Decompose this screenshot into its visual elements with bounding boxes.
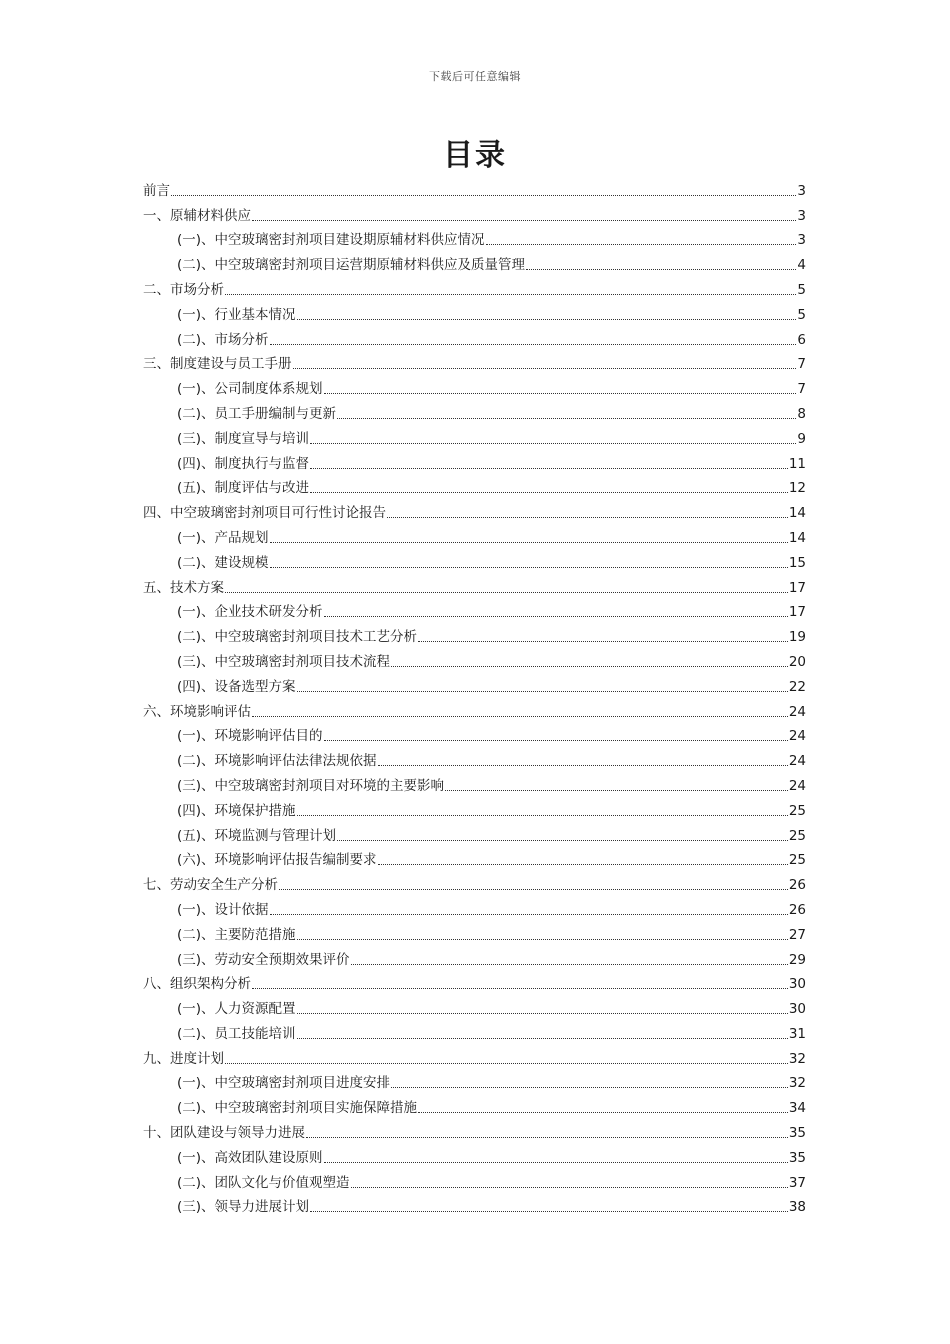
toc-entry[interactable] — [143, 795, 806, 820]
toc-leader-dots — [225, 294, 796, 295]
toc-entry[interactable] — [143, 522, 806, 547]
toc-leader-dots — [252, 988, 788, 989]
toc-entry-label: (二)、团队文化与价值观塑造 — [177, 1174, 350, 1191]
toc-leader-dots — [310, 443, 796, 444]
toc-leader-dots — [351, 1187, 788, 1188]
toc-entry-page-number: 24 — [788, 753, 806, 770]
toc-entry-page-number: 24 — [788, 728, 806, 745]
toc-leader-dots — [418, 1112, 788, 1113]
toc-entry-label: (三)、劳动安全预期效果评价 — [177, 951, 350, 968]
toc-entry-label: (二)、中空玻璃密封剂项目运营期原辅材料供应及质量管理 — [177, 257, 526, 274]
toc-leader-dots — [324, 740, 788, 741]
toc-entry-label: 四、中空玻璃密封剂项目可行性讨论报告 — [143, 505, 386, 522]
toc-entry-page-number: 7 — [797, 381, 806, 398]
toc-entry-label: (五)、制度评估与改进 — [177, 480, 310, 497]
toc-entry-page-number: 35 — [788, 1149, 806, 1166]
toc-entry-label: (三)、制度宣导与培训 — [177, 430, 310, 447]
toc-leader-dots — [270, 914, 788, 915]
toc-entry-page-number: 26 — [788, 901, 806, 918]
toc-entry-label: 八、组织架构分析 — [143, 976, 251, 993]
toc-entry-page-number: 14 — [788, 529, 806, 546]
toc-entry-label: (五)、环境监测与管理计划 — [177, 827, 337, 844]
toc-entry-label: 前言 — [143, 182, 170, 199]
toc-entry-page-number: 30 — [788, 976, 806, 993]
toc-leader-dots — [225, 592, 788, 593]
toc-entry[interactable] — [143, 1192, 806, 1217]
toc-entry-page-number: 3 — [797, 207, 806, 224]
toc-entry[interactable] — [143, 324, 806, 349]
toc-entry-label: (一)、企业技术研发分析 — [177, 604, 323, 621]
toc-leader-dots — [310, 1211, 788, 1212]
toc-entry-label: 三、制度建设与员工手册 — [143, 356, 292, 373]
toc-entry-label: (一)、人力资源配置 — [177, 1001, 296, 1018]
toc-entry-label: (二)、中空玻璃密封剂项目技术工艺分析 — [177, 629, 418, 646]
toc-entry-page-number: 11 — [788, 455, 806, 472]
toc-entry-page-number: 29 — [788, 951, 806, 968]
toc-entry-page-number: 32 — [788, 1050, 806, 1067]
toc-leader-dots — [378, 765, 788, 766]
toc-entry[interactable] — [143, 1068, 806, 1093]
toc-entry-page-number: 6 — [797, 331, 806, 348]
toc-leader-dots — [351, 964, 788, 965]
toc-entry-page-number: 27 — [788, 926, 806, 943]
toc-entry[interactable] — [143, 448, 806, 473]
toc-entry[interactable] — [143, 1092, 806, 1117]
toc-entry-page-number: 22 — [788, 678, 806, 695]
toc-entry[interactable] — [143, 249, 806, 274]
toc-entry[interactable] — [143, 597, 806, 622]
toc-entry-page-number: 25 — [788, 802, 806, 819]
toc-leader-dots — [171, 195, 796, 196]
page-header-note: 下载后可任意编辑 — [429, 70, 521, 83]
toc-leader-dots — [297, 319, 797, 320]
toc-leader-dots — [324, 616, 788, 617]
toc-entry[interactable] — [143, 696, 806, 721]
toc-entry-page-number: 25 — [788, 852, 806, 869]
toc-entry-page-number: 5 — [797, 281, 806, 298]
toc-entry-label: (一)、产品规划 — [177, 529, 269, 546]
toc-entry-label: (四)、设备选型方案 — [177, 678, 296, 695]
toc-entry-page-number: 9 — [797, 430, 806, 447]
toc-leader-dots — [337, 840, 788, 841]
toc-entry[interactable] — [143, 993, 806, 1018]
toc-entry[interactable] — [143, 969, 806, 994]
toc-leader-dots — [378, 864, 788, 865]
toc-leader-dots — [324, 393, 797, 394]
toc-entry[interactable] — [143, 423, 806, 448]
toc-leader-dots — [391, 1087, 788, 1088]
toc-leader-dots — [252, 220, 796, 221]
toc-leader-dots — [310, 468, 788, 469]
toc-entry-label: (一)、公司制度体系规划 — [177, 381, 323, 398]
toc-leader-dots — [324, 1162, 788, 1163]
toc-entry-label: 一、原辅材料供应 — [143, 207, 251, 224]
toc-entry[interactable] — [143, 398, 806, 423]
toc-leader-dots — [279, 889, 788, 890]
toc-entry-label: (三)、领导力进展计划 — [177, 1199, 310, 1216]
toc-entry[interactable] — [143, 1117, 806, 1142]
toc-entry-page-number: 3 — [797, 232, 806, 249]
toc-entry[interactable] — [143, 349, 806, 374]
toc-entry-label: (二)、员工手册编制与更新 — [177, 405, 337, 422]
toc-entry-page-number: 32 — [788, 1075, 806, 1092]
toc-entry-page-number: 3 — [797, 182, 806, 199]
toc-leader-dots — [297, 1013, 788, 1014]
toc-entry-page-number: 24 — [788, 777, 806, 794]
toc-entry-page-number: 35 — [788, 1125, 806, 1142]
page-title: 目录 — [443, 138, 507, 173]
toc-entry[interactable] — [143, 497, 806, 522]
toc-entry-label: (一)、中空玻璃密封剂项目建设期原辅材料供应情况 — [177, 232, 485, 249]
toc-entry[interactable] — [143, 1043, 806, 1068]
toc-entry-label: (一)、设计依据 — [177, 901, 269, 918]
toc-entry-page-number: 26 — [788, 877, 806, 894]
toc-leader-dots — [270, 542, 788, 543]
toc-entry-page-number: 20 — [788, 653, 806, 670]
toc-entry-label: (一)、高效团队建设原则 — [177, 1149, 323, 1166]
toc-entry[interactable] — [143, 1142, 806, 1167]
toc-entry[interactable] — [143, 621, 806, 646]
toc-leader-dots — [526, 269, 796, 270]
toc-entry-label: (二)、建设规模 — [177, 554, 269, 571]
toc-entry-page-number: 5 — [797, 306, 806, 323]
toc-leader-dots — [486, 244, 797, 245]
toc-leader-dots — [270, 567, 788, 568]
toc-entry[interactable] — [143, 894, 806, 919]
toc-entry-label: (二)、员工技能培训 — [177, 1025, 296, 1042]
toc-entry-page-number: 17 — [788, 604, 806, 621]
toc-entry-page-number: 19 — [788, 629, 806, 646]
toc-entry[interactable] — [143, 225, 806, 250]
toc-entry-page-number: 17 — [788, 579, 806, 596]
toc-leader-dots — [391, 666, 788, 667]
toc-entry[interactable] — [143, 646, 806, 671]
toc-entry-label: (二)、主要防范措施 — [177, 926, 296, 943]
toc-entry-label: (二)、环境影响评估法律法规依据 — [177, 753, 377, 770]
toc-entry-label: 九、进度计划 — [143, 1050, 224, 1067]
toc-entry[interactable] — [143, 770, 806, 795]
toc-entry-label: 五、技术方案 — [143, 579, 224, 596]
toc-entry[interactable] — [143, 473, 806, 498]
toc-leader-dots — [418, 641, 788, 642]
toc-entry[interactable] — [143, 721, 806, 746]
toc-entry[interactable] — [143, 274, 806, 299]
toc-entry-page-number: 8 — [797, 405, 806, 422]
toc-leader-dots — [297, 1038, 788, 1039]
toc-entry-page-number: 12 — [788, 480, 806, 497]
toc-entry-label: 七、劳动安全生产分析 — [143, 877, 278, 894]
toc-entry[interactable] — [143, 572, 806, 597]
toc-leader-dots — [297, 815, 788, 816]
toc-entry-label: (三)、中空玻璃密封剂项目对环境的主要影响 — [177, 777, 445, 794]
toc-entry-label: (一)、中空玻璃密封剂项目进度安排 — [177, 1075, 391, 1092]
toc-entry[interactable] — [143, 1167, 806, 1192]
toc-leader-dots — [297, 691, 788, 692]
toc-entry[interactable] — [143, 820, 806, 845]
toc-leader-dots — [387, 517, 788, 518]
toc-leader-dots — [252, 716, 788, 717]
toc-leader-dots — [337, 418, 796, 419]
toc-entry-label: (四)、制度执行与监督 — [177, 455, 310, 472]
toc-entry-page-number: 34 — [788, 1100, 806, 1117]
toc-entry-label: (四)、环境保护措施 — [177, 802, 296, 819]
toc-leader-dots — [310, 492, 788, 493]
toc-entry[interactable] — [143, 745, 806, 770]
toc-leader-dots — [225, 1063, 788, 1064]
toc-entry-page-number: 24 — [788, 703, 806, 720]
toc-entry-page-number: 4 — [797, 257, 806, 274]
toc-entry[interactable] — [143, 919, 806, 944]
toc-leader-dots — [297, 939, 788, 940]
toc-entry-label: (一)、行业基本情况 — [177, 306, 296, 323]
toc-entry-label: (二)、中空玻璃密封剂项目实施保障措施 — [177, 1100, 418, 1117]
toc-leader-dots — [445, 790, 788, 791]
toc-entry-page-number: 37 — [788, 1174, 806, 1191]
table-of-contents — [143, 175, 806, 1216]
toc-entry-label: (三)、中空玻璃密封剂项目技术流程 — [177, 653, 391, 670]
toc-entry-page-number: 15 — [788, 554, 806, 571]
toc-entry[interactable] — [143, 845, 806, 870]
toc-leader-dots — [293, 368, 797, 369]
toc-entry[interactable] — [143, 671, 806, 696]
toc-entry[interactable] — [143, 547, 806, 572]
toc-entry[interactable] — [143, 869, 806, 894]
toc-entry[interactable] — [143, 175, 806, 200]
toc-entry[interactable] — [143, 944, 806, 969]
toc-leader-dots — [270, 344, 797, 345]
toc-entry[interactable] — [143, 373, 806, 398]
toc-entry[interactable] — [143, 299, 806, 324]
toc-entry-label: (六)、环境影响评估报告编制要求 — [177, 852, 377, 869]
toc-entry-label: 六、环境影响评估 — [143, 703, 251, 720]
toc-entry-label: 二、市场分析 — [143, 281, 224, 298]
toc-entry-page-number: 7 — [797, 356, 806, 373]
toc-entry-page-number: 14 — [788, 505, 806, 522]
toc-entry-page-number: 25 — [788, 827, 806, 844]
toc-entry-page-number: 38 — [788, 1199, 806, 1216]
toc-leader-dots — [306, 1137, 788, 1138]
toc-entry[interactable] — [143, 200, 806, 225]
toc-entry-label: (二)、市场分析 — [177, 331, 269, 348]
toc-entry-label: (一)、环境影响评估目的 — [177, 728, 323, 745]
toc-entry[interactable] — [143, 1018, 806, 1043]
toc-entry-page-number: 31 — [788, 1025, 806, 1042]
toc-entry-page-number: 30 — [788, 1001, 806, 1018]
toc-entry-label: 十、团队建设与领导力进展 — [143, 1125, 305, 1142]
